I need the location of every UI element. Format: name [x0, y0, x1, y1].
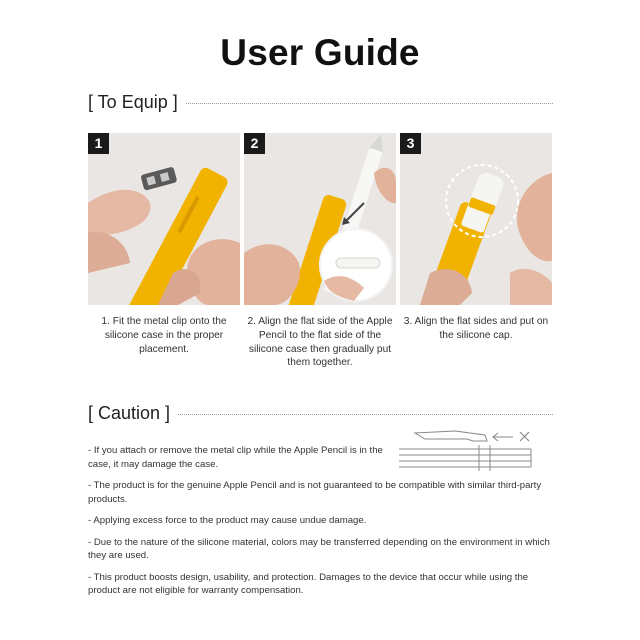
step-number-badge: 3	[400, 133, 421, 154]
step-3-illustration	[400, 133, 552, 305]
step-number-badge: 2	[244, 133, 265, 154]
section-heading-caution	[88, 403, 553, 424]
caution-item: - If you attach or remove the metal clip while the Apple Pencil is in the case, it may damage the case.	[88, 445, 383, 470]
x-icon	[520, 432, 529, 441]
step-2-photo	[244, 133, 396, 305]
step-number-badge: 1	[88, 133, 109, 154]
step-3-caption: 3. Align the flat sides and put on the silicone cap.	[403, 316, 549, 341]
caution-label: [ Caution ]	[88, 403, 171, 423]
caution-item: - Applying excess force to the product may cause undue damage.	[88, 515, 367, 526]
page-title: User Guide	[220, 32, 420, 73]
caution-item: - This product boosts design, usability, and protection. Damages to the device that occur while using the product are not eligible for warranty compensation.	[88, 571, 529, 596]
caution-item: - Due to the nature of the silicone material, colors may be transferred depending on the environment in which they are used.	[88, 536, 550, 561]
arrow-left-icon	[493, 433, 513, 441]
step-2-illustration	[244, 133, 396, 305]
step-1-photo	[88, 133, 240, 305]
step-3-photo	[400, 133, 552, 305]
to-equip-label: [ To Equip ]	[88, 92, 178, 112]
step-2-caption: 2. Align the flat side of the Apple Pencil to the flat side of the silicone case then gradually put them together.	[247, 316, 393, 369]
step-1-illustration	[88, 133, 240, 305]
section-heading-to-equip	[88, 92, 553, 113]
caution-item: - The product is for the genuine Apple Pencil and is not guaranteed to be compatible with similar third-party products.	[88, 480, 542, 505]
dotted-divider	[186, 103, 553, 104]
dotted-divider	[178, 414, 553, 415]
step-1-caption: 1. Fit the metal clip onto the silicone case in the proper placement.	[101, 316, 227, 355]
caution-list	[88, 444, 558, 606]
